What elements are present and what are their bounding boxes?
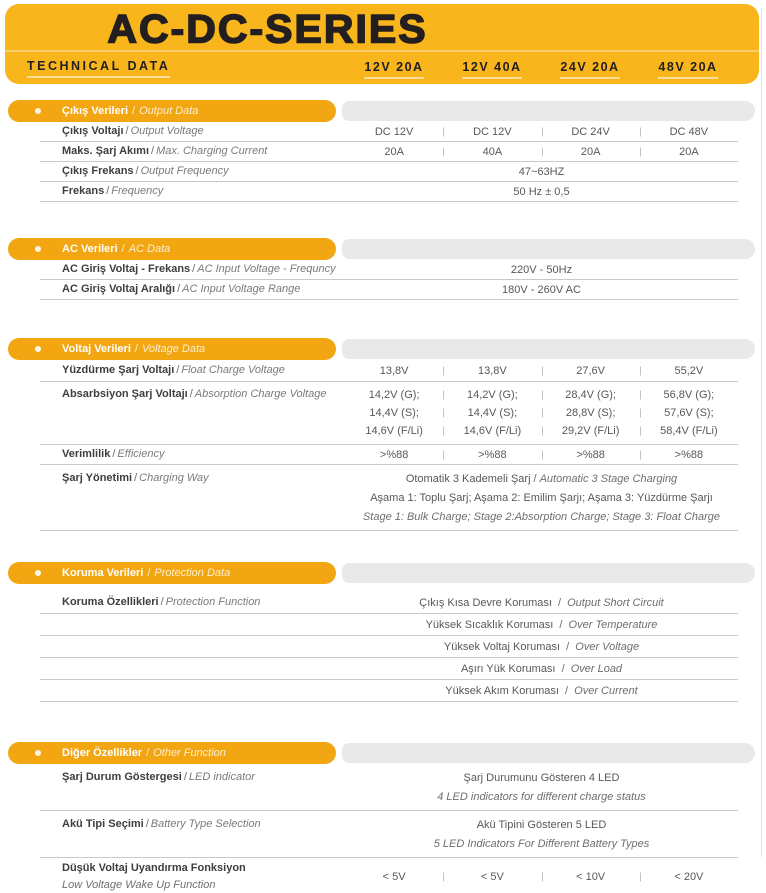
value-text-en: Over Voltage [575, 640, 640, 653]
table-content [0, 84, 766, 893]
section-pill [8, 338, 336, 360]
section-title-tr: Koruma Verileri [62, 567, 144, 579]
value-cell: 57,6V (S); [640, 407, 738, 419]
separator: / [112, 447, 116, 460]
row-label-en: Float Charge Voltage [181, 363, 285, 376]
separator: / [558, 596, 562, 609]
row-label-tr: Çıkış Voltajı [62, 124, 124, 137]
separator: / [134, 472, 138, 484]
row-label [40, 448, 345, 462]
row-label-tr: Şarj Durum Göstergesi [62, 771, 182, 783]
table-row [40, 182, 738, 202]
section-title-tr: Voltaj Verileri [62, 343, 131, 355]
value-cell: 40A [443, 146, 541, 158]
separator: / [135, 164, 139, 177]
value-cell: 14,4V (S); [369, 407, 419, 419]
value-cell: 27,6V [542, 365, 640, 377]
row-label [40, 364, 345, 378]
table-row [40, 592, 738, 614]
separator: / [151, 144, 155, 157]
separator: / [145, 818, 149, 830]
value-text-en: Over Temperature [568, 618, 658, 631]
column-header-48v-20a [639, 58, 737, 79]
value-cell: 20A [384, 145, 404, 158]
row-label [40, 768, 345, 785]
value-text-en: 5 LED Indicators For Different Battery Types [433, 837, 650, 850]
table-row [40, 260, 738, 280]
value-cell: >%88 [542, 449, 640, 461]
section-title-en: Output Data [139, 105, 199, 117]
value-text-tr: Aşırı Yük Koruması [460, 662, 556, 675]
row-label [40, 283, 345, 297]
row-label [40, 145, 345, 159]
column-header-24v-20a [541, 58, 639, 79]
value-text-en: Stage 1: Bulk Charge; Stage 2:Absorption Charge; Stage 3: Float Charge [362, 510, 721, 523]
value-text-tr: Yüksek Sıcaklık Koruması [425, 618, 554, 631]
separator: / [559, 618, 563, 631]
row-label-en: AC Input Voltage - Frequncy [197, 262, 336, 275]
value-cell: 58,4V (F/Li) [640, 425, 738, 437]
section-voltage-data [0, 338, 766, 531]
separator: / [106, 184, 110, 197]
value-span: 47~63HZ [518, 165, 565, 178]
row-label [40, 386, 345, 402]
value-line [345, 768, 738, 787]
value-line [345, 815, 738, 834]
value-cell: 14,2V (G); [368, 389, 420, 401]
separator: / [565, 684, 569, 697]
bullet-icon [35, 108, 41, 114]
value-span [345, 641, 738, 653]
section-pill [8, 100, 336, 122]
value-cell: 55,2V [640, 365, 738, 377]
row-label-en: Protection Function [165, 595, 261, 608]
value-cell: 28,4V (G); [542, 389, 640, 401]
row-label-en: LED indicator [188, 771, 255, 783]
value-cell: < 10V [542, 871, 640, 883]
value-span: 50 Hz ± 0,5 [513, 185, 570, 198]
model-column-headers [345, 52, 737, 84]
table-row [40, 465, 738, 531]
section-header [8, 238, 755, 260]
table-row [40, 636, 738, 658]
separator: / [566, 640, 570, 653]
row-label-en: Charging Way [139, 472, 209, 484]
section-title-en: Voltage Data [141, 343, 206, 355]
value-line [345, 386, 738, 404]
row-label-en: Frequency [111, 184, 164, 197]
separator: / [146, 747, 150, 759]
table-row [40, 280, 738, 300]
section-header-track [342, 101, 755, 121]
separator: / [121, 243, 125, 255]
section-protection-data [0, 562, 766, 702]
bullet-icon [35, 570, 41, 576]
separator: / [561, 662, 565, 675]
value-cell: >%88 [379, 448, 409, 461]
row-label-tr: Şarj Yönetimi [62, 472, 133, 484]
value-line [345, 488, 738, 507]
value-text-tr: Yüksek Voltaj Koruması [443, 640, 561, 653]
separator: / [183, 771, 187, 783]
value-cell: 56,8V (G); [640, 389, 738, 401]
table-row [40, 658, 738, 680]
table-row [40, 764, 738, 811]
row-label-tr: Yüzdürme Şarj Voltajı [62, 363, 175, 376]
table-row [40, 162, 738, 182]
value-span [345, 619, 738, 631]
section-ac-data [0, 238, 766, 300]
column-header-label: 24V 20A [560, 60, 619, 79]
bullet-icon [35, 750, 41, 756]
row-label-tr: AC Giriş Voltaj Aralığı [62, 282, 176, 295]
product-series-title: AC-DC-SERIES [107, 5, 428, 52]
separator: / [134, 343, 138, 355]
value-cell: < 5V [382, 871, 406, 884]
column-header-label: 12V 20A [364, 60, 423, 79]
value-line [345, 404, 738, 422]
section-title-en: Protection Data [154, 567, 231, 579]
separator: / [132, 105, 136, 117]
value-span [345, 663, 738, 675]
value-text-en: Automatic 3 Stage Charging [539, 472, 678, 485]
value-cell: DC 12V [443, 126, 541, 138]
table-row [40, 680, 738, 702]
row-label-tr: Koruma Özellikleri [62, 595, 159, 608]
value-cell: 20A [542, 146, 640, 158]
bullet-icon [35, 246, 41, 252]
value-cell: 28,8V (S); [542, 407, 640, 419]
value-cell: 29,2V (F/Li) [542, 425, 640, 437]
value-cell: DC 12V [374, 125, 414, 138]
section-pill [8, 562, 336, 584]
value-text-tr: Otomatik 3 Kademeli Şarj [405, 472, 531, 485]
value-text-tr: Çıkış Kısa Devre Koruması [419, 596, 552, 609]
value-cell: 14,6V (F/Li) [443, 425, 541, 437]
row-label [40, 596, 345, 610]
value-text-en: Over Current [574, 684, 638, 697]
section-title-tr: AC Verileri [62, 243, 118, 255]
value-text-tr: Şarj Durumunu Gösteren 4 LED [463, 771, 620, 784]
table-row [40, 382, 738, 445]
table-row [40, 122, 738, 142]
value-cell: 13,8V [443, 365, 541, 377]
section-header [8, 562, 755, 584]
column-header-12v-40a [443, 58, 541, 79]
section-other-function [0, 742, 766, 893]
value-line [345, 469, 738, 488]
value-cell: 13,8V [379, 364, 409, 377]
separator: / [533, 472, 537, 485]
separator: / [192, 262, 196, 275]
row-label [40, 125, 345, 139]
table-row [40, 445, 738, 465]
section-pill [8, 742, 336, 764]
table-row [40, 360, 738, 382]
row-label-tr: Akü Tipi Seçimi [62, 818, 144, 830]
section-header-track [342, 339, 755, 359]
separator: / [160, 595, 164, 608]
title-row [5, 4, 759, 50]
section-header-track [342, 563, 755, 583]
table-row [40, 614, 738, 636]
section-pill [8, 238, 336, 260]
value-cell: 14,4V (S); [443, 407, 541, 419]
separator: / [147, 567, 151, 579]
value-span: 180V - 260V AC [502, 283, 581, 296]
separator: / [189, 388, 193, 400]
value-cell: DC 48V [640, 126, 738, 138]
value-cell: < 5V [443, 871, 541, 883]
row-label-en: AC Input Voltage Range [182, 282, 301, 295]
page-edge-line [761, 8, 762, 857]
row-label-en: Absorption Charge Voltage [194, 388, 327, 400]
section-title-en: Other Function [153, 747, 226, 759]
row-label [40, 185, 345, 199]
section-header-track [342, 743, 755, 763]
value-text-tr: Yüksek Akım Koruması [445, 684, 559, 697]
value-text-en: Output Short Circuit [567, 596, 664, 609]
row-label [40, 862, 345, 893]
value-cell: >%88 [443, 449, 541, 461]
value-span [345, 597, 738, 609]
row-label-tr: Çıkış Frekans [62, 164, 134, 177]
technical-data-label: TECHNICAL DATA [27, 59, 170, 78]
value-text-en: Over Load [570, 662, 623, 675]
banner [5, 4, 759, 84]
section-title-tr: Çıkış Verileri [62, 105, 129, 117]
section-title-en: AC Data [128, 243, 171, 255]
table-row [40, 142, 738, 162]
row-label-tr: Absarbsiyon Şarj Voltajı [62, 388, 188, 400]
row-label-tr: Verimlilik [62, 447, 111, 460]
separator: / [177, 282, 181, 295]
row-label-tr: Frekans [62, 184, 105, 197]
section-title-tr: Diğer Özellikler [62, 747, 143, 759]
row-label-en: Max. Charging Current [156, 144, 268, 157]
table-row [40, 811, 738, 858]
row-label-tr: Düşük Voltaj Uyandırma Fonksiyon [62, 862, 246, 874]
value-text-tr: Akü Tipini Gösteren 5 LED [476, 818, 607, 831]
row-label [40, 469, 345, 486]
value-cell: 20A [640, 146, 738, 158]
section-header-track [342, 239, 755, 259]
row-label-en: Output Voltage [130, 124, 204, 137]
value-cell: < 20V [640, 871, 738, 883]
row-label-tr: AC Giriş Voltaj - Frekans [62, 262, 191, 275]
row-label-en: Low Voltage Wake Up Function [62, 878, 216, 891]
row-label [40, 815, 345, 832]
table-row [40, 858, 738, 893]
section-header [8, 742, 755, 764]
row-label-en: Battery Type Selection [150, 818, 261, 830]
section-header [8, 338, 755, 360]
value-line [345, 834, 738, 853]
row-label-en: Output Frequency [140, 164, 229, 177]
column-header-label: 48V 20A [658, 60, 717, 79]
column-header-label: 12V 40A [462, 60, 521, 79]
row-label-en: Efficiency [117, 447, 165, 460]
row-label-tr: Maks. Şarj Akımı [62, 144, 150, 157]
section-output-data [0, 100, 766, 202]
value-cell: 14,2V (G); [443, 389, 541, 401]
value-line [345, 422, 738, 440]
value-span [345, 685, 738, 697]
separator: / [125, 124, 129, 137]
technical-data-header [5, 50, 759, 84]
section-header [8, 100, 755, 122]
value-line [345, 507, 738, 526]
row-label [40, 165, 345, 179]
value-cell: 14,6V (F/Li) [365, 425, 423, 437]
row-label [40, 263, 345, 277]
separator: / [176, 363, 180, 376]
bullet-icon [35, 346, 41, 352]
value-text-en: 4 LED indicators for different charge status [437, 790, 646, 803]
value-cell: >%88 [640, 449, 738, 461]
value-span: 220V - 50Hz [510, 263, 573, 276]
value-text-tr: Aşama 1: Toplu Şarj; Aşama 2: Emilim Şarjı; Aşama 3: Yüzdürme Şarjı [370, 491, 713, 504]
column-header-12v-20a [345, 58, 443, 79]
value-line [345, 787, 738, 806]
value-cell: DC 24V [542, 126, 640, 138]
